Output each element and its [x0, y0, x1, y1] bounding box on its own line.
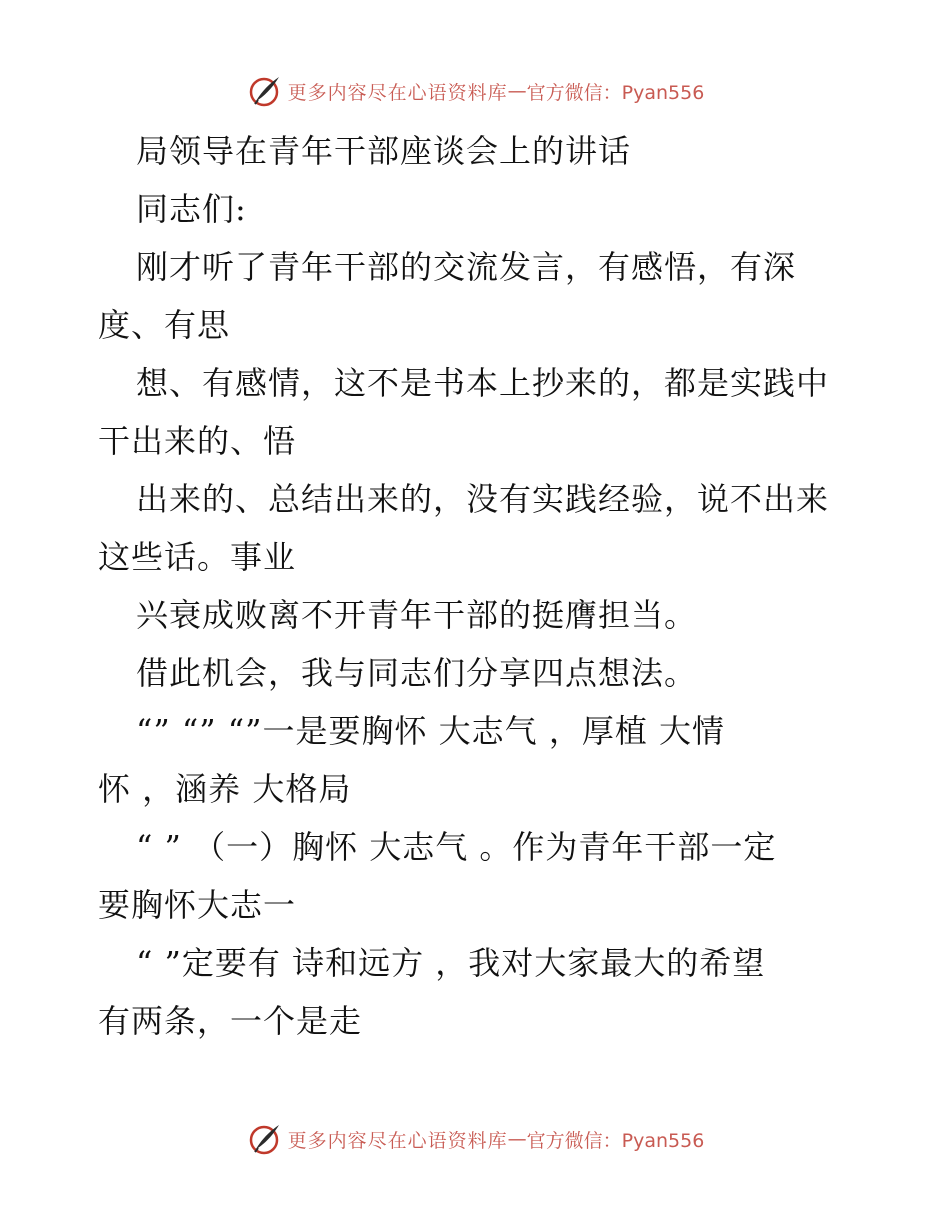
paragraph-line: 要胸怀大志一	[98, 886, 297, 924]
paragraph-line: “ ”定要有 诗和远方 ，我对大家最大的希望	[136, 944, 766, 982]
paragraph-line: “” “” “”一是要胸怀 大志气 ，厚植 大情	[136, 712, 726, 750]
banner-main-text: 更多内容尽在心语资料库	[287, 1129, 508, 1152]
paragraph-line: “ ” （一）胸怀 大志气 。作为青年干部一定	[136, 828, 777, 866]
paragraph-line: 怀 ，涵养 大格局	[98, 770, 352, 808]
banner-sub-text: 官方微信：Pyan556	[526, 1129, 705, 1152]
paragraph-line: 出来的、总结出来的，没有实践经验，说不出来	[136, 480, 830, 518]
feather-pen-logo-icon	[246, 1121, 282, 1157]
header-banner	[0, 71, 950, 111]
paragraph-line: 有两条，一个是走	[98, 1002, 363, 1040]
banner-separator: —	[507, 80, 527, 102]
banner-sub-text: 官方微信：Pyan556	[526, 81, 705, 104]
paragraph-line: 刚才听了青年干部的交流发言，有感悟，有深	[136, 248, 797, 286]
banner-separator: —	[507, 1128, 527, 1150]
footer-banner	[0, 1119, 950, 1159]
banner-main-text: 更多内容尽在心语资料库	[287, 81, 508, 104]
paragraph-line: 度、有思	[98, 306, 231, 344]
paragraph-line: 借此机会，我与同志们分享四点想法。	[136, 654, 698, 692]
document-title: 局领导在青年干部座谈会上的讲话	[136, 132, 632, 170]
paragraph-line: 想、有感情，这不是书本上抄来的，都是实践中	[136, 364, 830, 402]
paragraph-line: 兴衰成败离不开青年干部的挺膺担当。	[136, 596, 698, 634]
paragraph-line: 干出来的、悟	[98, 422, 297, 460]
feather-pen-logo-icon	[246, 73, 282, 109]
paragraph-line: 这些话。事业	[98, 538, 297, 576]
salutation: 同志们:	[136, 190, 247, 228]
document-body	[98, 122, 858, 1050]
